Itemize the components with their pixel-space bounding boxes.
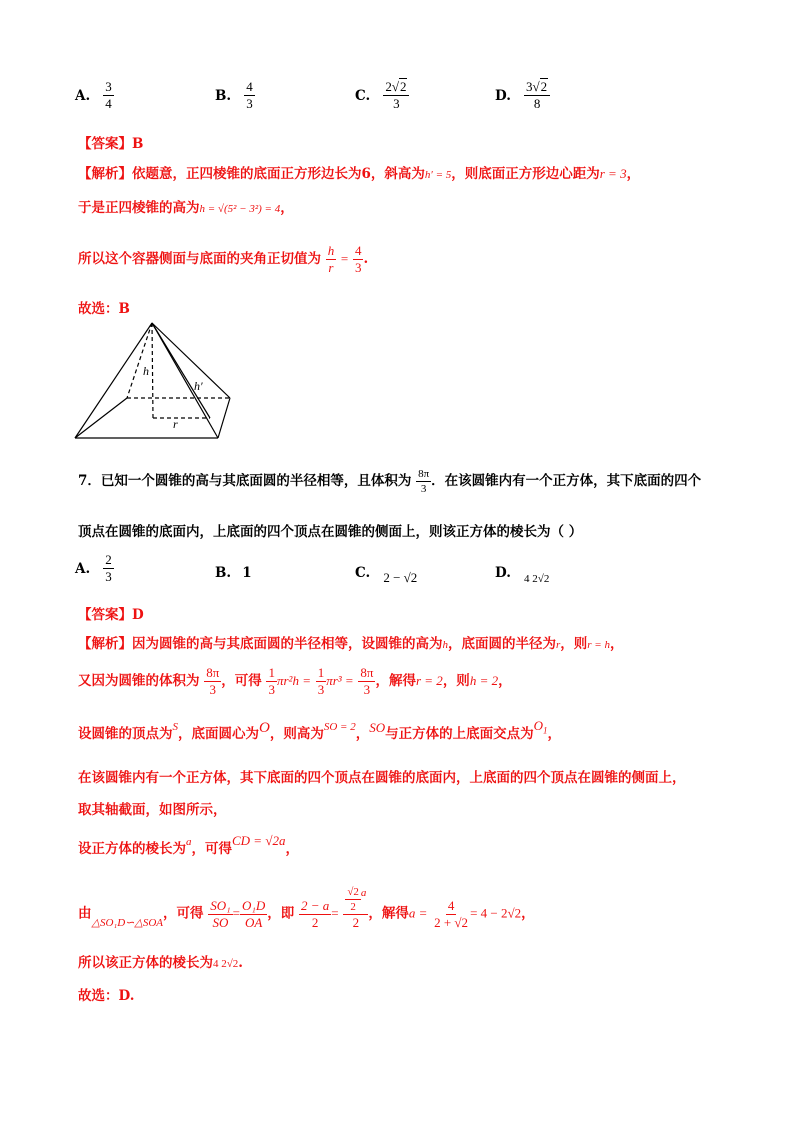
q7-analysis-line8: 所以该正方体的棱长为4 2√2. <box>78 955 243 971</box>
q7-answer: 【答案】D <box>78 607 144 623</box>
option-letter: A. <box>75 561 91 577</box>
q6-option-b[interactable] <box>215 80 255 111</box>
q6-analysis-line1: 【解析】依题意，正四棱锥的底面正方形边长为6，斜高为h′ = 5，则底面正方形边心距为r = 3， <box>78 166 641 182</box>
option-letter: D. <box>495 565 511 581</box>
option-letter: C. <box>355 565 371 581</box>
q6-choose: 故选：B <box>78 301 130 317</box>
option-value: 1 <box>242 565 252 581</box>
label-h-prime: h′ <box>194 379 203 393</box>
q7-option-d[interactable] <box>495 562 550 585</box>
q7-stem-line2: 顶点在圆锥的底面内，上底面的四个顶点在圆锥的侧面上，则该正方体的棱长为（ ） <box>78 524 583 540</box>
pyramid-figure <box>70 318 240 446</box>
q7-option-a[interactable] <box>75 553 114 584</box>
q7-analysis-line3: 设圆锥的顶点为$^S$，底面圆心为O，则高为$^{SO = 2}$，SO与正方体的上底面交点为$O_1$， <box>78 718 561 742</box>
option-value-fraction: $\frac{2√2}{3}$ <box>383 80 409 111</box>
q7-analysis-line5: 取其轴截面，如图所示， <box>78 802 227 818</box>
option-letter: D. <box>495 88 511 104</box>
option-value-fraction: $\frac{2}{3}$ <box>105 552 112 584</box>
q6-answer: 【答案】B <box>78 136 144 152</box>
option-value: 2 − √2 <box>383 570 418 585</box>
q6-analysis-line3: 所以这个容器侧面与底面的夹角正切值为 $\frac{h}{r}$ = $\frac{4}{3}$ . <box>78 243 369 275</box>
q6-option-a[interactable] <box>75 80 114 111</box>
q7-analysis-line4: 在该圆锥内有一个正方体，其下底面的四个顶点在圆锥的底面内，上底面的四个顶点在圆锥的侧面上， <box>78 770 686 786</box>
q7-analysis-line1: 【解析】因为圆锥的高与其底面圆的半径相等，设圆锥的高为h，底面圆的半径为r，则r = h， <box>78 636 624 652</box>
q7-option-c[interactable] <box>355 562 418 585</box>
option-value-fraction: $\frac{3}{4}$ <box>105 79 112 111</box>
q7-option-b[interactable] <box>215 562 252 581</box>
q7-analysis-line7: 由$_{\triangle SO_1D∽\triangle SOA}$，可得 $\frac{\text{SO₁}}{SO}$ = $\frac{\text{O₁D}}{OA}$ ，即 $\frac{2 - a}{2}$ = $\frac{√2}{2}$ $^a$ 2 ，解得a = $\frac{4}{2 + √2}$ = 4 − 2√2， <box>78 886 535 930</box>
option-letter: B. <box>215 565 232 581</box>
q7-analysis-line2: 又因为圆锥的体积为 $\frac{8\pi}{3}$ ，可得 $\frac{1}{3}$ πr²h = $\frac{1}{3}$ πr³ = $\frac{8\pi}{3}$ ，解得r = 2，则h = 2， <box>78 665 512 697</box>
q7-analysis-line6: 设正方体的棱长为$^a$，可得CD = √2a， <box>78 833 299 857</box>
q7-choose: 故选：D. <box>78 988 135 1004</box>
q6-analysis-line2: 于是正四棱锥的高为h = √(5² − 3²) = 4， <box>78 200 294 216</box>
option-letter: B. <box>215 88 232 104</box>
q7-stem-line1: 7．已知一个圆锥的高与其底面圆的半径相等，且体积为 $\frac{8\pi}{3}$ ．在该圆锥内有一个正方体，其下底面的四个 <box>78 468 702 495</box>
option-letter: C. <box>355 88 371 104</box>
option-value-fraction: $\frac{4}{3}$ <box>246 79 253 111</box>
label-r: r <box>173 417 178 431</box>
option-value: 4 2√2 <box>524 573 550 585</box>
option-value-fraction: $\frac{3√2}{8}$ <box>524 80 550 111</box>
q6-option-d[interactable] <box>495 80 550 111</box>
option-letter: A. <box>75 88 91 104</box>
q6-option-c[interactable] <box>355 80 409 111</box>
nested-fraction: $\frac{√2}{2}$ $^a$ 2 <box>343 886 368 930</box>
label-h: h <box>143 364 149 378</box>
